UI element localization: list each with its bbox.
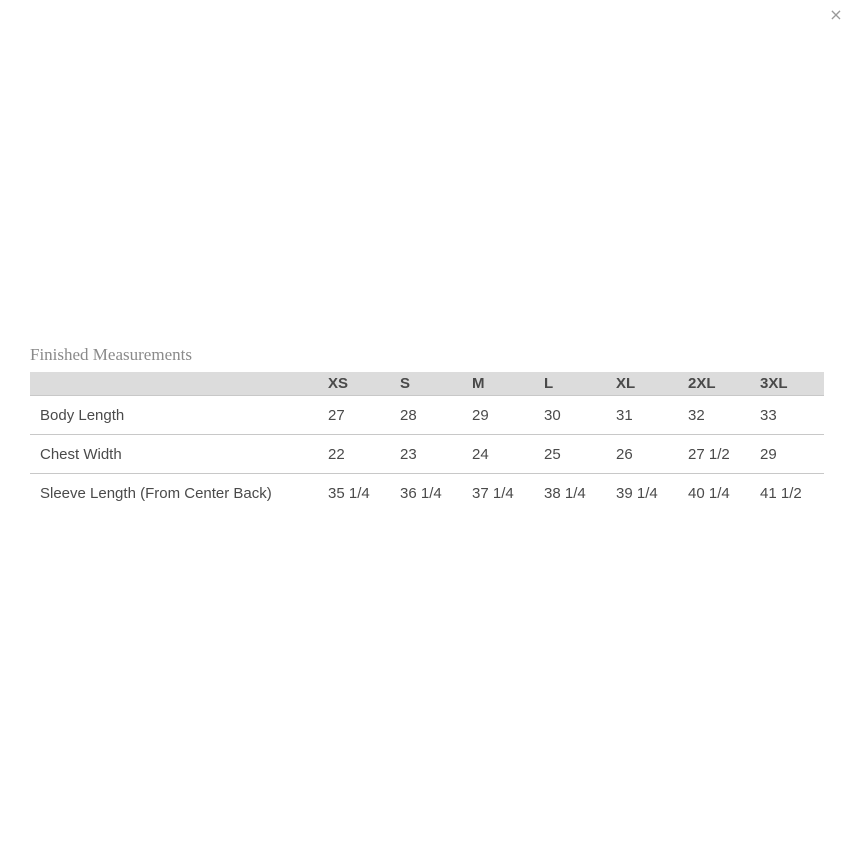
measurements-table <box>30 372 824 512</box>
size-chart-title: Finished Measurements <box>30 345 192 364</box>
table-header-row <box>30 372 824 396</box>
header-cell-2xl: 2XL <box>678 372 750 396</box>
table-cell: 32 <box>678 396 750 435</box>
table-cell: 23 <box>390 435 462 474</box>
row-label: Body Length <box>30 396 318 435</box>
header-cell-s: S <box>390 372 462 396</box>
header-cell-l: L <box>534 372 606 396</box>
row-label: Sleeve Length (From Center Back) <box>40 484 272 502</box>
table-cell: 26 <box>606 435 678 474</box>
table-cell: 24 <box>462 435 534 474</box>
table-cell: 33 <box>750 396 824 435</box>
table-cell: 36 1/4 <box>400 484 442 502</box>
header-cell-xl: XL <box>606 372 678 396</box>
table-row <box>30 474 824 513</box>
header-cell-m: M <box>462 372 534 396</box>
table-cell: 25 <box>534 435 606 474</box>
table-cell: 27 <box>318 396 390 435</box>
table-cell: 30 <box>534 396 606 435</box>
table-row <box>30 396 824 435</box>
table-cell: 22 <box>318 435 390 474</box>
table-cell: 27 1/2 <box>678 435 750 474</box>
table-cell: 39 1/4 <box>616 484 658 502</box>
header-cell-3xl: 3XL <box>750 372 824 396</box>
table-cell: 35 1/4 <box>328 484 370 502</box>
table-row <box>30 435 824 474</box>
row-label: Chest Width <box>30 435 318 474</box>
table-cell: 29 <box>462 396 534 435</box>
size-chart <box>30 344 824 512</box>
table-cell: 28 <box>390 396 462 435</box>
table-cell: 37 1/4 <box>472 484 514 502</box>
table-cell: 41 1/2 <box>760 484 802 502</box>
header-cell-xs: XS <box>318 372 390 396</box>
table-cell: 40 1/4 <box>688 484 730 502</box>
table-cell: 31 <box>606 396 678 435</box>
close-icon[interactable]: × <box>829 5 843 24</box>
table-cell: 29 <box>750 435 824 474</box>
header-cell-label <box>30 372 318 396</box>
close-button[interactable] <box>825 4 847 26</box>
table-cell: 38 1/4 <box>544 484 586 502</box>
